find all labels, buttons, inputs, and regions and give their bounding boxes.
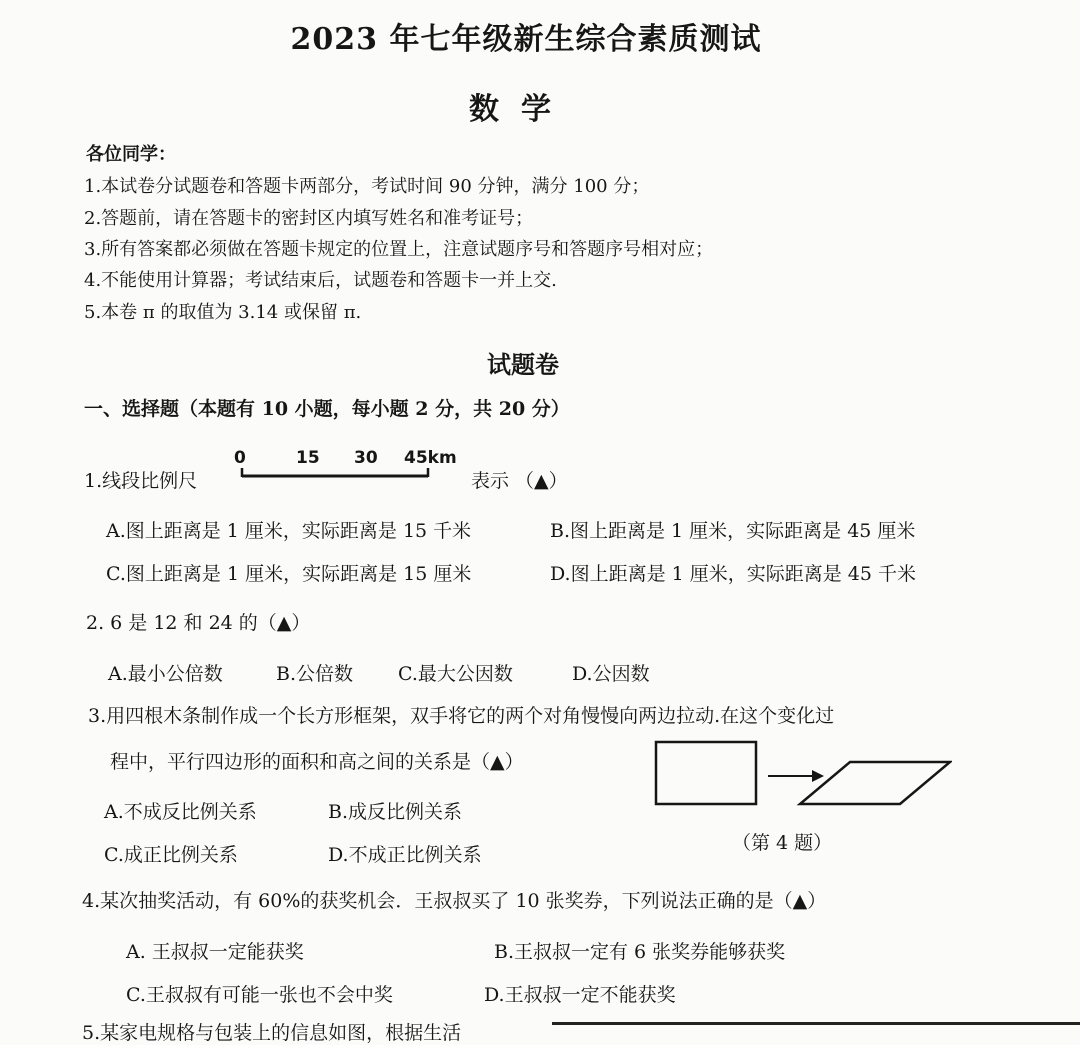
section-title: 试题卷: [487, 350, 559, 379]
greeting: 各位同学：: [86, 144, 176, 165]
q2-option-c: C.最大公因数: [398, 663, 513, 685]
q4-option-d: D.王叔叔一定不能获奖: [484, 984, 676, 1006]
q3-stem-line1: 3.用四根木条制作成一个长方形框架，双手将它的两个对角慢慢向两边拉动.在这个变化过: [88, 705, 835, 727]
q1-option-c: C.图上距离是 1 厘米，实际距离是 15 厘米: [106, 563, 472, 585]
q4-option-b: B.王叔叔一定有 6 张奖券能够获奖: [494, 941, 786, 963]
instruction-item: 3.所有答案都必须做在答题卡规定的位置上，注意试题序号和答题序号相对应；: [84, 239, 714, 260]
q5-figure-edge: [552, 1022, 1080, 1025]
q3-option-d: D.不成正比例关系: [328, 844, 482, 866]
q5-stem-partial: 5.某家电规格与包装上的信息如图，根据生活: [82, 1022, 462, 1044]
arrow-head-icon: [812, 770, 824, 782]
q3-option-a: A.不成反比例关系: [104, 801, 257, 823]
instruction-item: 1.本试卷分试题卷和答题卡两部分，考试时间 90 分钟，满分 100 分；: [84, 176, 650, 197]
q3-option-b: B.成反比例关系: [328, 801, 463, 823]
scale-label: 30: [354, 448, 378, 468]
q4-option-c: C.王叔叔有可能一张也不会中奖: [126, 984, 393, 1006]
instruction-item: 5.本卷 π 的取值为 3.14 或保留 π.: [84, 302, 362, 323]
scale-bar: [234, 446, 464, 486]
q3-stem-line2: 程中，平行四边形的面积和高之间的关系是（▲）: [110, 751, 524, 773]
q4-option-a: A. 王叔叔一定能获奖: [126, 941, 304, 963]
q2-option-d: D.公因数: [572, 663, 650, 685]
rectangle-to-parallelogram-figure: [652, 738, 952, 810]
q1-option-a: A.图上距离是 1 厘米，实际距离是 15 千米: [106, 520, 472, 542]
q4-stem: 4.某次抽奖活动，有 60%的获奖机会．王叔叔买了 10 张奖券，下列说法正确的是（▲）: [82, 890, 827, 912]
rectangle-shape: [656, 742, 756, 804]
part-heading: 一、选择题（本题有 10 小题，每小题 2 分，共 20 分）: [84, 398, 570, 420]
instruction-item: 4.不能使用计算器；考试结束后，试题卷和答题卡一并上交.: [84, 270, 557, 291]
q2-option-b: B.公倍数: [276, 663, 354, 685]
subject-title: 数学: [469, 92, 573, 127]
exam-title: 2023 年七年级新生综合素质测试: [290, 22, 762, 57]
scale-label: 15: [296, 448, 320, 468]
q1-stem-suffix: 表示 （▲）: [471, 470, 568, 492]
figure-caption: （第 4 题）: [732, 832, 833, 854]
parallelogram-shape: [800, 762, 950, 804]
q3-option-c: C.成正比例关系: [104, 844, 238, 866]
instruction-item: 2.答题前，请在答题卡的密封区内填写姓名和准考证号；: [84, 208, 534, 229]
scale-label: 0: [234, 448, 246, 468]
q1-option-d: D.图上距离是 1 厘米，实际距离是 45 千米: [550, 563, 917, 585]
q1-stem-prefix: 1.线段比例尺: [84, 470, 198, 492]
q2-stem: 2. 6 是 12 和 24 的（▲）: [86, 612, 311, 634]
q1-option-b: B.图上距离是 1 厘米，实际距离是 45 厘米: [550, 520, 916, 542]
scale-label: 45km: [404, 448, 457, 468]
q2-option-a: A.最小公倍数: [108, 663, 223, 685]
